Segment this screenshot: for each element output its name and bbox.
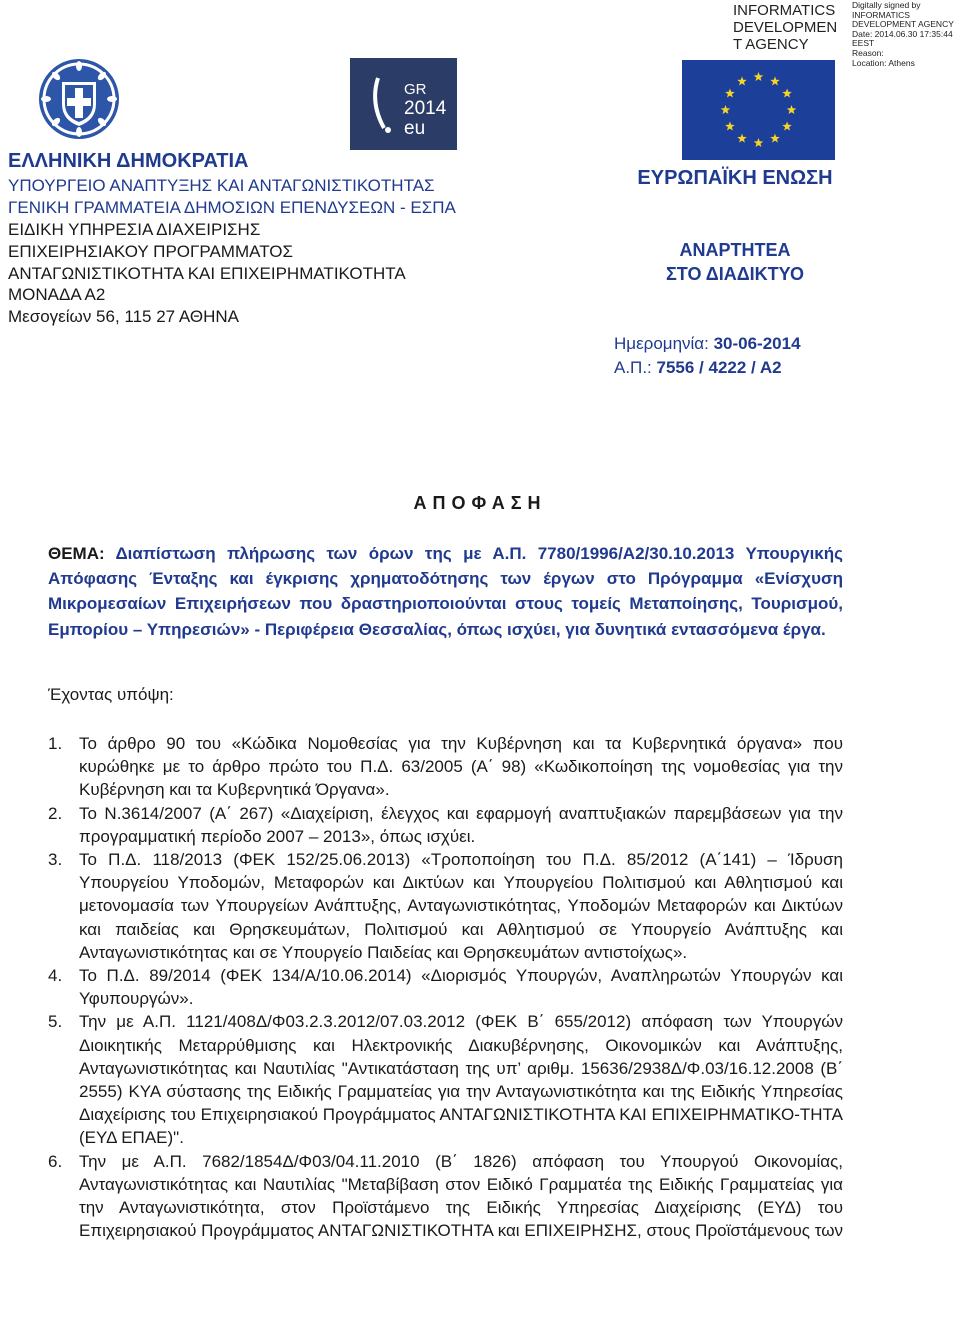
signature-meta-line: Date: 2014.06.30 17:35:44	[852, 29, 953, 39]
signature-meta-line: Location: Athens	[852, 58, 915, 68]
list-item	[48, 802, 843, 848]
program-line: ΕΠΙΧΕΙΡΗΣΙΑΚΟΥ ΠΡΟΓΡΑΜΜΑΤΟΣ	[8, 241, 293, 261]
signature-meta-line: INFORMATICS	[852, 10, 910, 20]
signature-organization	[733, 2, 837, 53]
signature-meta-line: DEVELOPMENT AGENCY	[852, 20, 954, 30]
subject-paragraph	[48, 541, 843, 642]
item-text: Το άρθρο 90 του «Κώδικα Νομοθεσίας για την Κυβέρνηση και τα Κυβερνητικά όργανα» που κυρώθηκε με το άρθρο πρώτο του Π.Δ. 63/2005 (Α΄ 98) «Κωδικοποίηση της νομοθεσίας για την Κυβέρνηση και τα Κυβερνητικά Όργανα».	[79, 734, 843, 800]
signature-org-line: INFORMATICS	[733, 2, 836, 19]
item-text: Το Π.Δ. 118/2013 (ΦΕΚ 152/25.06.2013) «Τροποποίηση του Π.Δ. 85/2012 (Α΄141) – Ίδρυση Υπουργείου Υποδομών, Μεταφορών και Δικτύων και Υπουργείου Πολιτισμού και Αθλητισμού και μετονομασία των Υπουργείων Ανάπτυξης, Ανταγωνιστικότητας, Υποδομών Μεταφορών και Δικτύων και παιδείας και Θρησκευμάτων, Πολιτισμού και Αθλητισμού σε Υπουργείο Ανάπτυξης και Ανταγωνιστικότητας και σε Υπουργείο Παιδείας και Θρησκευμάτων αντιστοίχως».	[79, 850, 843, 962]
protocol-label: Α.Π.:	[614, 358, 657, 377]
subject-label: ΘΕΜΑ:	[48, 544, 105, 563]
list-item	[48, 1010, 843, 1149]
item-text: Το Π.Δ. 89/2014 (ΦΕΚ 134/Α/10.06.2014) «Διορισμός Υπουργών, Αναπληρωτών Υπουργών και Υφυπουργών».	[79, 966, 843, 1009]
unit-line: ΜΟΝΑΔΑ Α2	[8, 285, 106, 305]
secretariat-line: ΓΕΝΙΚΗ ΓΡΑΜΜΑΤΕΙΑ ΔΗΜΟΣΙΩΝ ΕΠΕΝΔΥΣΕΩΝ - ΕΣΠΑ	[8, 197, 456, 217]
espa-logo-eu: eu	[404, 118, 426, 139]
signature-meta-line: EEST	[852, 39, 875, 49]
item-text: Την με Α.Π. 7682/1854Δ/Φ03/04.11.2010 (Β΄ 1826) απόφαση του Υπουργού Οικονομίας, Ανταγωνιστικότητας και Ναυτιλίας "Μεταβίβαση στον Ειδικό Γραμματέα της Ειδικής Γραμματείας για την Ανταγωνιστικότητα, στον Προϊστάμενο της Ειδικής Υπηρεσίας Διαχείρισης (ΕΥΔ) του Επιχειρησιακού Προγράμματος ΑΝΤΑΓΩΝΙΣΤΙΚΟΤΗΤΑ και ΕΠΙΧΕΙΡΗΣΗΣ, στους Προϊστάμενους των	[79, 1151, 843, 1241]
signature-meta-line: Digitally signed by	[852, 1, 921, 10]
eu-flag-icon	[682, 60, 835, 160]
item-text: Την με Α.Π. 1121/408Δ/Φ03.2.3.2012/07.03.2012 (ΦΕΚ Β΄ 655/2012) απόφαση των Υπουργών Διοικητικής Μεταρρύθμισης και Ηλεκτρονικής Διακυβέρνησης, Οικονομικών και Ανάπτυξης, Ανταγωνιστικότητας και Ναυτιλίας "Αντικατάσταση της υπ’ αριθμ. 15636/2938Δ/Φ.03/16.12.2008 (Β΄ 2555) ΚΥΑ σύστασης της Ειδικής Γραμματείας για την Ανταγωνιστικότητα και της Ειδικής Υπηρεσίας Διαχείρισης του Επιχειρησιακού Προγράμματος ΑΝΤΑΓΩΝΙΣΤΙΚΟΤΗΤΑ ΚΑΙ ΕΠΙΧΕΙΡΗΜΑΤΙΚΟ-ΤΗΤΑ (ΕΥΔ ΕΠΑΕ)".	[79, 1012, 843, 1148]
item-number: 5.	[48, 1012, 63, 1032]
signature-org-line: DEVELOPMEN	[733, 19, 838, 36]
date-value: 30-06-2014	[713, 334, 801, 353]
list-item	[48, 964, 843, 1010]
espa-logo-gr: GR	[404, 81, 427, 98]
hellenic-republic-title: ΕΛΛΗΝΙΚΗ ΔΗΜΟΚΡΑΤΙΑ	[8, 150, 249, 172]
signature-details	[852, 1, 960, 68]
posting-notice-line1: ΑΝΑΡΤΗΤΕΑ	[679, 240, 791, 260]
greek-emblem-logo	[38, 58, 120, 140]
subject-text: Διαπίστωση πλήρωσης των όρων της με Α.Π. 7780/1996/Α2/30.10.2013 Υπουργικής Απόφασης Ένταξης και έγκρισης χρηματοδότησης των έργων στο Πρόγραμμα «Ενίσχυση Μικρομεσαίων Επιχειρήσεων που δραστηριοποιούνται στους τομείς Μεταποίησης, Τουρισμού, Εμπορίου – Υπηρεσιών» - Περιφέρεια Θεσσαλίας, όπως ισχύει, για δυνητικά εντασσόμενα έργα.	[48, 544, 843, 639]
address-line: Μεσογείων 56, 115 27 ΑΘΗΝΑ	[8, 307, 240, 327]
list-item	[48, 848, 843, 964]
having-regard-heading: Έχοντας υπόψη:	[48, 685, 174, 704]
date-label: Ημερομηνία:	[614, 334, 714, 353]
item-number: 2.	[48, 803, 63, 823]
european-union-title: ΕΥΡΩΠΑΪΚΗ ΕΝΩΣΗ	[637, 167, 833, 189]
item-number: 4.	[48, 966, 63, 986]
document-date	[614, 334, 801, 354]
espa-logo	[350, 58, 457, 150]
item-number: 6.	[48, 1151, 63, 1171]
protocol-value: 7556 / 4222 / Α2	[656, 358, 782, 377]
list-item	[48, 1150, 843, 1243]
list-item	[48, 732, 843, 802]
posting-notice-line2: ΣΤΟ ΔΙΑΔΙΚΤΥΟ	[666, 264, 804, 284]
item-number: 3.	[48, 850, 63, 870]
ministry-header	[8, 175, 456, 328]
protocol-number	[614, 358, 782, 378]
ministry-line: ΥΠΟΥΡΓΕΙΟ ΑΝΑΠΤΥΞΗΣ ΚΑΙ ΑΝΤΑΓΩΝΙΣΤΙΚΟΤΗΤΑΣ	[8, 176, 435, 195]
espa-logo-year: 2014	[404, 98, 447, 119]
signature-meta-line: Reason:	[852, 48, 884, 58]
signature-org-line: T AGENCY	[733, 36, 809, 53]
program-name-line: ΑΝΤΑΓΩΝΙΣΤΙΚΟΤΗΤΑ ΚΑΙ ΕΠΙΧΕΙΡΗΜΑΤΙΚΟΤΗΤΑ	[8, 263, 406, 283]
decision-title: ΑΠΟΦΑΣΗ	[413, 493, 547, 513]
considerations-list	[48, 732, 843, 1242]
item-text: Το Ν.3614/2007 (Α΄ 267) «Διαχείριση, έλεγχος και εφαρμογή αναπτυξιακών παρεμβάσεων για την προγραμματική περίοδο 2007 – 2013», όπως ισχύει.	[79, 803, 843, 846]
service-line: ΕΙΔΙΚΗ ΥΠΗΡΕΣΙΑ ΔΙΑΧΕΙΡΙΣΗΣ	[8, 219, 261, 239]
item-number: 1.	[48, 734, 63, 753]
